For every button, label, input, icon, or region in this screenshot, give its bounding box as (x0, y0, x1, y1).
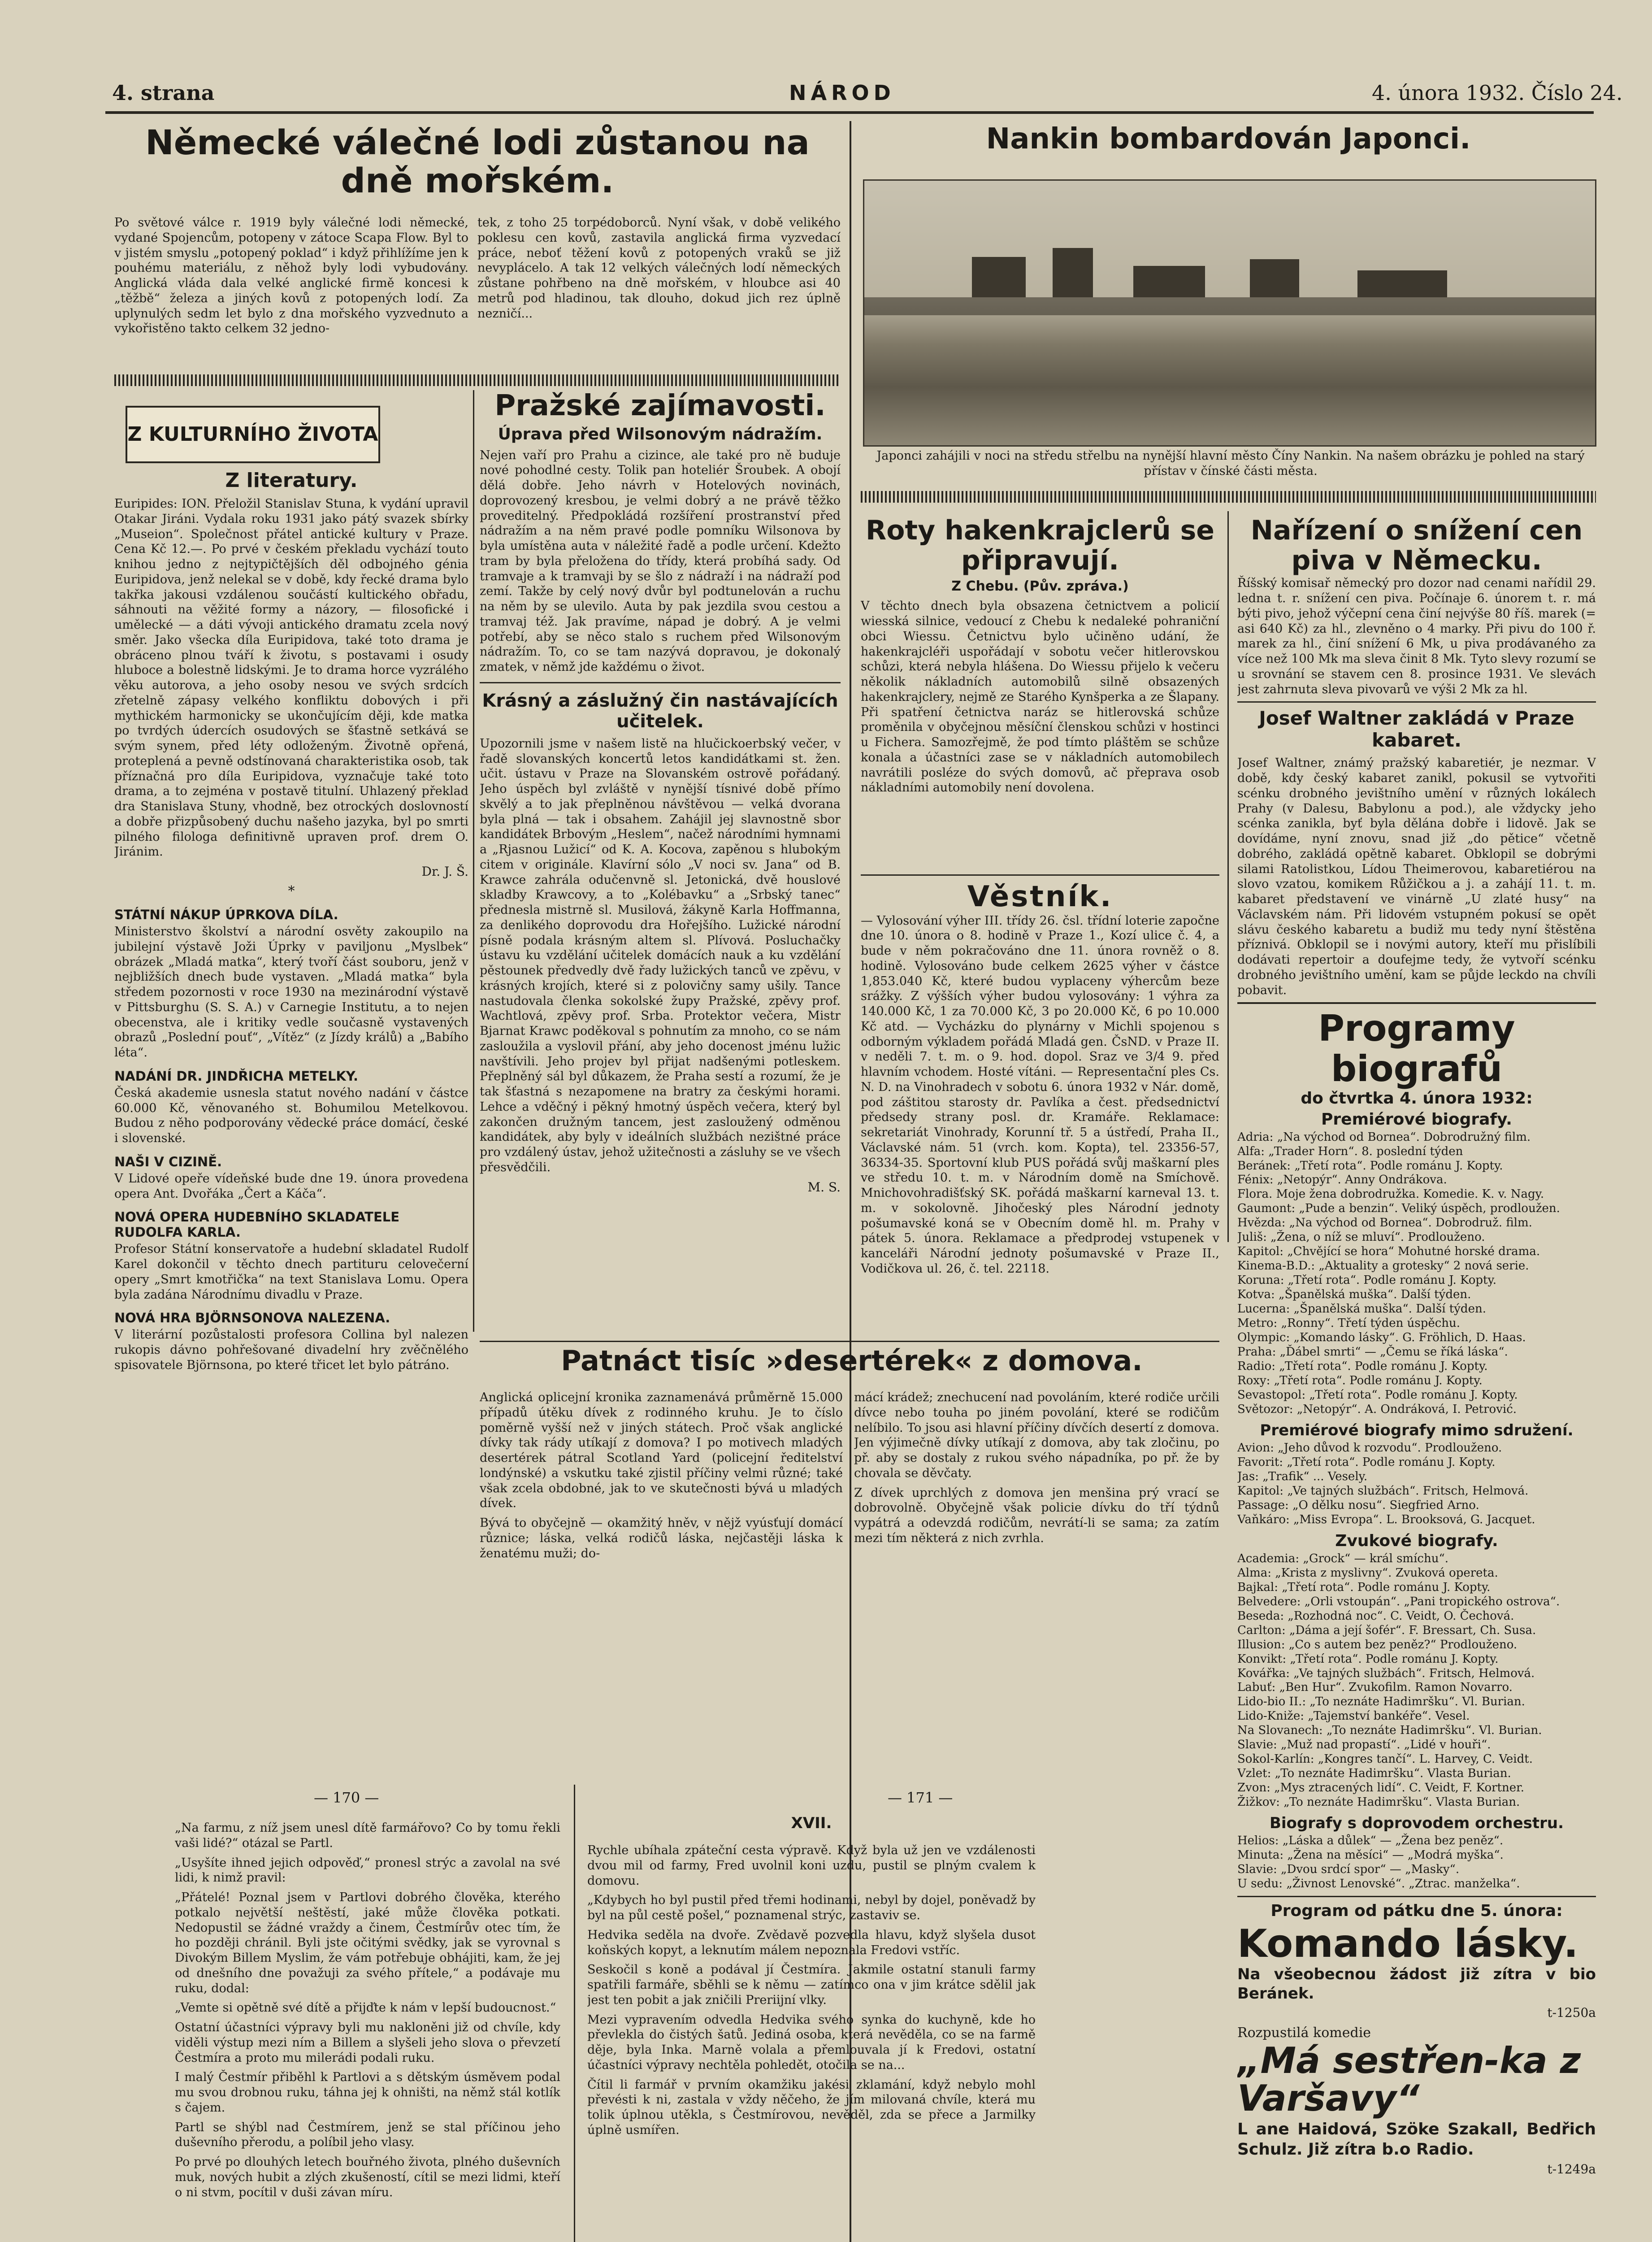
program-line: Beseda: „Rozhodná noc“. C. Veidt, O. Čechová. (1237, 1609, 1514, 1623)
prague-text: Nejen vaří pro Prahu a cizince, ale také pro ně buduje nové pohodlné cesty. Tolik pan hoteliér Šroubek. A obojí dělá dobře. Jeho návrh v Hotelových novinách, doprovozený kresbou, je velmi dobrý a ne právě těžko proveditelný. Předpokládá rozšíření prostranství před nádražím a na něm pravé podle pomníku Wilsonova by byla umístěna auta v náležité řadě a podle určení. Kdežto tram by byla přeložena do třídy, která probíhá sady. Od tramvaje a k tramvaji by se šlo z nádraží i na nádraží pod zemí. Takže by celý nový dvůr byl podtunelován a ruchu na něm by se ulevilo. Auta by pak jezdila svou cestou a tramvaj též. Jak pravíme, nápad je dobrý. A je velmi potřebí, aby se něco stalo s ruchem před Wilsonovým nádražím. To, co se tam nazývá dopravou, je dokonalý zmatek, v němž jde každému o život. (480, 448, 841, 674)
desert-text-1: Anglická oplicejní kronika zaznamenává průměrně 15.000 případů útěku dívek z rodinného kruhu. Je to číslo poměrně vyšší než v jiných státech. Proč však anglické dívky tak rády utíkají z domova? I po motivech mladých desertérek pátral Scotland Yard (policejní ředitelství londýnské) a vskutku také zjistil příčiny velmi různé; také však zcela obdobné, jak to ve skutečnosti bývá u mladých dívek. (480, 1390, 843, 1511)
rots-text: V těchto dnech byla obsazena četnictvem a policií wiesská silnice, vedoucí z Chebu k nedaleké pohraniční obci Wiessu. Četnictvu bylo učiněno udání, že hakenkrajcléři uspořádají v sobotu večer hitlerovskou schůzi, která nebyla hlášena. Do Wiessu přijelo k večeru několik nákladních automobilů silně obsazených hakenkrajclery, nejmě ze Starého Kynšperka a ze Šlapany. Při spatření četnictva naráz se hitlerovská schůze proměnila v obyčejnou měsíční členskou schůzi v hostinci u Fichera. Samozřejmě, že pod tímto pláštěm se schůze konala a účastníci zase se v nákladních automobilech navrátili posléze do svých domovů, ač přeprava osob nákladními automobily není dovolena. (861, 599, 1219, 795)
program-line: Lido-Kniže: „Tajemství bankéře“. Vesel. (1237, 1709, 1470, 1723)
ad-code-2: t-1249a (1547, 2161, 1596, 2177)
column-divider-2 (1227, 511, 1229, 1242)
outside-list (1237, 1441, 1596, 1527)
program-line: Olympic: „Komando lásky“. G. Fröhlich, D. Haas. (1237, 1331, 1526, 1345)
program-line: Konvikt: „Třetí rota“. Podle románu J. Kopty. (1237, 1652, 1499, 1666)
novel-paragraph: „Přátelé! Poznal jsem v Partlovi dobrého člověka, kterého potkalo největší neštěstí, jaké může člověka potkati. Nedopustil se žádné vraždy a činem, Čestmírův otec tím, že ho později chránil. Byli jste očitými svědky, jak se vyrovnal s Divokým Billem Myslim, že vám potřebuje obhájiti, kam, že jej od dnešního dne považuji za svého přítele,“ a podávaje mu ruku, dodal: (175, 1890, 560, 1995)
page-label: 4. strana (112, 81, 215, 105)
program-line: Slavie: „Muž nad propastí“. „Lidé v houři“. (1237, 1738, 1491, 1752)
program-line: Praha: „Ďábel smrti“ — „Čemu se říká láska“. (1237, 1345, 1508, 1359)
ad-intro: Program od pátku dne 5. února: (1270, 1902, 1563, 1920)
desert-top-rule (480, 1341, 1219, 1342)
novel-left (175, 1821, 560, 2242)
outside-title: Premiérové biografy mimo sdružení. (1260, 1421, 1574, 1439)
prague-column (480, 390, 841, 1323)
program-line: Juliš: „Žena, o níž se mluví“. Prodlouženo. (1237, 1230, 1485, 1244)
novel-paragraph: „Kdybych ho byl pustil před třemi hodinami, nebyl by dojel, poněvadž by byl na půl cestě pošel,“ poznamenal strýc, zastaviv se. (587, 1893, 1036, 1922)
desert-text-2: mácí krádež; znechucení nad povoláním, které rodiče určili dívce nebo touha po jiném povolání, které se rodičům nelíbilo. To jsou asi hlavní příčiny dívčích desertí z domova. Jen výjimečně dívky utíkají z domova, aby tak zločinu, po př. aby se dostaly z rukou svého nápadníka, po př. že by chovala se děvčaty. (854, 1390, 1219, 1480)
orch-title: Biografy s doprovodem orchestru. (1269, 1814, 1564, 1833)
program-line: Gaumont: „Pude a benzin“. Veliký úspěch, prodloužen. (1237, 1202, 1560, 1216)
program-line: Avion: „Jeho důvod k rozvodu“. Prodlouženo. (1237, 1441, 1502, 1455)
program-line: Kotva: „Španělská muška“. Další týden. (1237, 1288, 1471, 1302)
novel-divider (574, 1785, 575, 2242)
nankin-caption: Japonci zahájili v noci na středu střelbu na nynější hlavní město Číny Nankin. Na našem obrázku je pohled na starý přístav v čínské části města. (876, 449, 1585, 478)
rots-column (861, 516, 1219, 874)
war-headline: Německé válečné lodi zůstanou na dně mořském. (145, 123, 810, 201)
novel-paragraph: „Na farmu, z níž jsem unesl dítě farmářovo? Co by tomu řekli vaši lidé?“ otázal se Partl. (175, 1821, 560, 1850)
novel-paragraph: Rychle ubíhala zpáteční cesta výpravě. Když byla už jen ve vzdálenosti dvou mil od farmy, Fred uvolnil koni uzdu, pustil se plným cvalem k domovu. (587, 1843, 1036, 1888)
program-line: Vaňkáro: „Miss Evropa“. L. Brooksová, G. Jacquet. (1237, 1512, 1535, 1526)
program-line: Radio: „Třetí rota“. Podle románu J. Kopty. (1237, 1360, 1488, 1373)
novel-left-paragraphs (175, 1821, 560, 2200)
lit-title: Z literatury. (225, 469, 358, 492)
nankin-headline: Nankin bombardován Japonci. (986, 123, 1471, 156)
issue-date: 4. února 1932. Číslo 24. (1372, 81, 1623, 105)
ad-code-1: t-1250a (1547, 2005, 1596, 2020)
column-divider-1 (473, 390, 474, 1332)
header-rule (105, 111, 1594, 114)
program-line: Beránek: „Třetí rota“. Podle románu J. Kopty. (1237, 1159, 1503, 1173)
premiere-list (1237, 1130, 1596, 1417)
program-line: Helios: „Láska a důlek“ — „Žena bez peněz“. (1237, 1834, 1504, 1848)
novel-paragraph: Mezi vypravením odvedla Hedvika svého synka do kuchyně, kde ho převlekla do čistých šatů. Jediná osoba, která nevěděla, co se na farmě děje, byla Inka. Marně volala a přemlouvala jí k Fredovi, ostatní účastníci výpravy nechtěla pohledět, otočila se na... (587, 2012, 1036, 2072)
prague-subhead: Úprava před Wilsonovým nádražím. (498, 425, 823, 443)
program-line: Academia: „Grock“ — král smíchu“. (1237, 1551, 1449, 1565)
program-line: Metro: „Ronny“. Třetí týden úspěchu. (1237, 1317, 1461, 1330)
section-title-4: NOVÁ OPERA HUDEBNÍHO SKLADATELE RUDOLFA KARLA. (114, 1209, 400, 1240)
paper-title: NÁROD (789, 81, 895, 105)
program-line: Kapitol: „Ve tajných službách“. Fritsch, Helmová. (1237, 1484, 1529, 1498)
programs-date: do čtvrtka 4. února 1932: (1301, 1089, 1533, 1108)
ad-line2: Rozpustilá komedie (1237, 2025, 1371, 2041)
nankin-photo (863, 179, 1596, 447)
program-line: Hvězda: „Na východ od Bornea“. Dobrodruž. film. (1237, 1216, 1532, 1230)
war-text-2: tek, z toho 25 torpédoborců. Nyní však, v době velikého poklesu cen kovů, zastavila anglická firma vyzvedací práce, neboť těžení kovů z potopených vraků se již nevyplácelo. A tak 12 velkých válečných lodí německých zůstane pohřbeno na dně mořském, v hloubce asi 40 metrů pod hladinou, tak dlouho, dokud jich rez úplně nezničí... (477, 216, 841, 321)
desert-text-2b: Z dívek uprchlých z domova jen menšina prý vrací se dobrovolně. Obyčejně však policie dívku do tří týdnů vypátrá a odevzdá rodičům, nevrátí-li se sama; za zatím mezi tím některá z nich zvrhla. (854, 1486, 1219, 1545)
right-column (1237, 516, 1596, 2220)
section-text-3: V Lidové opeře vídeňské bude dne 19. února provedena opera Ant. Dvořáka „Čert a Káča“. (114, 1171, 468, 1201)
ad-line1: Na všeobecnou žádost již zítra v bio Beránek. (1237, 1965, 1596, 2003)
program-line: Alfa: „Trader Horn“. 8. poslední týden (1237, 1144, 1463, 1158)
program-line: Koruna: „Třetí rota“. Podle románu J. Kopty. (1237, 1273, 1497, 1287)
program-line: Světozor: „Netopýr“. A. Ondráková, I. Petrović. (1237, 1402, 1517, 1416)
lit-text: Euripides: ION. Přeložil Stanislav Stuna, k vydání upravil Otakar Jiráni. Vydala roku 1931 jako pátý svazek sbírky „Museion“. Společnost přátel antické kultury v Praze. Cena Kč 12.—. Po prvé v českém překladu vychází touto knihou jedno z nejtypičtějších děl odbojného génia Euripidova, jenž nelekal se v době, kdy řecké drama bylo takřka jakousi vzdálenou součástí kultického obřadu, sáhnouti na věžité formy a názory, — filosofické i umělecké — a dáti vývoji antického dramatu zcela nový směr. Jako všecka díla Euripidova, také toto drama je obráceno plnou tváří k životu, s postavami i osudy hluboce a bolestně lidskými. Je to drama horce vyzrálého věku autorova, a jeho osoby nesou ve svých srdcích zřetelně zápasy velkého konfliktu dobových i při mythickém harmonicky se ukončujícím ději, kde matka po tvrdých údercích osudových se šťastně setkává se svým synem, před léty odloženým. Životně opřená, proteplená a pevně odstínovaná charakteristika osob, tak příznačná pro díla Euripidova, vyznačuje také toto drama, a to zejména v postavě titulní. Uhlazený překlad dra Stanislava Stuny, vhodně, bez otrockých doslovností a dobře přizpůsobený duchu našeho jazyka, byl po smrti pilného filologa definitivně upraven prof. drem O. Jiránim. (114, 497, 468, 859)
programs-headline: Programy biografů (1318, 1008, 1515, 1090)
program-line: Minuta: „Žena na měsíci“ — „Modrá myška“. (1237, 1848, 1504, 1862)
lit-signature: Dr. J. Š. (421, 864, 468, 879)
ad-title: Komando lásky. (1237, 1921, 1578, 1967)
masthead (0, 0, 1652, 112)
page-number-170: — 170 — (314, 1789, 379, 1806)
novel-chapter: XVII. (791, 1814, 832, 1832)
nankin-caption-box (867, 448, 1594, 489)
program-line: Kapitol: „Chvějící se hora“ Mohutné horské drama. (1237, 1245, 1540, 1259)
program-line: Carlton: „Dáma a její šofér“. F. Bressart, Ch. Susa. (1237, 1623, 1536, 1637)
novel-paragraph: Čítil li farmář v prvním okamžiku jakési zklamání, když nebylo mohl převésti k ni, zastala v vždy něčeho, že jím milovaná chvíle, která mu tolik úplnou utěkla, s Čestmírovou, nevěděl, zda se přece a Jarmilky úplně usmířen. (587, 2077, 1036, 2137)
teachers-headline: Krásný a záslužný čin nastávajících učitelek. (482, 690, 838, 732)
section-separator-right (861, 491, 1596, 503)
novel-right-paragraphs (587, 1843, 1036, 2138)
sound-list (1237, 1552, 1596, 1810)
teachers-signature: M. S. (807, 1179, 841, 1195)
program-line: Labuť: „Ben Hur“. Zvukofilm. Ramon Novarro. (1237, 1681, 1513, 1695)
war-col1 (114, 215, 468, 377)
program-line: Žižkov: „To neznáte Hadimršku“. Vlasta Burian. (1237, 1795, 1520, 1809)
novel-paragraph: Hedvika seděla na dvoře. Zvědavě pozvedla hlavu, když slyšela dusot koňských kopyt, a leknutím málem nepoznala Fredovi vstříc. (587, 1928, 1036, 1957)
desert-text-1b: Bývá to obyčejně — okamžitý hněv, v nějž vyúsťují domácí různice; láska, velká rodičů láska, nejčastěji láska k ženatému muži; do- (480, 1516, 843, 1560)
beer-text: Říšský komisař německý pro dozor nad cenami nařídil 29. ledna t. r. snížení cen piva. Počínaje 6. únorem t. r. má býti pivo, jehož výčepní cena činí nejvýše 80 říš. marek (= asi 640 Kč) za hl., zlevněno o 4 marky. Při pivu do 100 ř. marek za hl., činí snížení 6 Mk, u piva prodávaného za více než 100 Mk ma sleva činit 8 Mk. Tyto slevy rozumí se u srovnání se stavem cen 8. prosince 1931. Ve slevách jest zahrnuta sleva pivovarů ve výši 2 Mk za hl. (1237, 576, 1596, 696)
desert-col1 (480, 1390, 843, 1628)
vestnik-column (861, 874, 1219, 1300)
ad-cast: L ane Haidová, Szöke Szakall, Bedřich Schulz. Již zítra b.o Radio. (1237, 2120, 1596, 2159)
program-line: Favorit: „Třetí rota“. Podle románu J. Kopty. (1237, 1455, 1496, 1469)
program-line: Lucerna: „Španělská muška“. Další týden. (1237, 1302, 1486, 1316)
program-line: Bajkal: „Třetí rota“. Podle románu J. Kopty. (1237, 1580, 1491, 1594)
rots-headline: Roty hakenkrajclerů se připravují. (866, 516, 1214, 577)
vestnik-text: — Vylosování výher III. třídy 26. čsl. třídní loterie započne dne 10. února o 8. hodině v Praze 1., Kozí ulice č. 4, a bude v něm pokračováno dne 11. února rovněž o 8. hodině. Vylosováno bude celkem 2625 výher v částce 1,853.040 Kč, které budou vyplaceny výhercům beze srážky. Z výšších výher budou vylosovány: 1 výhra za 140.000 Kč, 1 za 70.000 Kč, 3 po 20.000 Kč, 6 po 10.000 Kč atd. — Vycházku do plynárny v Michli spojenou s odborným výkladem pořádá Mladá gen. ČsND. v Praze II. v neděli 7. t. m. o 9. hod. dopol. Sraz ve 3/4 9. před hlavním vchodem. Hosté vítáni. — Representační ples Cs. N. D. na Vinohradech v sobotu 6. února 1932 v Nár. domě, pod záštitou starosty dr. Pavlíka a čest. předsednictví předsedy strany posl. dr. Kramáře. Reklamace: sekretariát Vinohrady, Korunní tř. 5 a ústředí, Praha II., Václavské nám. 51 (vrch. kom. Kopta), tel. 23356-57, 36334-35. Sportovní klub PUS pořádá svůj maškarní ples ve středu 10. t. m. v Národním domě na Smíchově. Mnichovohradišťský SK. pořádá maškarní karneval 13. t. m. v sokolovně. Jihočeský ples Národní jednoty pošumavské koná se v Obecním domě hl. m. Prahy v pátek 5. února. Reklamace a předprodej vstupenek v kanceláři Národní jednoty pošumavské v Praze II., Vodičkova ul. 26, č. tel. 22118. (861, 913, 1219, 1276)
program-line: Adria: „Na východ od Bornea“. Dobrodružný film. (1237, 1130, 1531, 1144)
novel-right (587, 1843, 1036, 2242)
novel-paragraph: Po prvé po dlouhých letech bouřného života, plného duševních muk, nových hubit a zlých zkušeností, cítil se mezi lidmi, kteří o ni stvm, pocítil v duši závan míru. (175, 2155, 560, 2199)
orch-list (1237, 1834, 1596, 1891)
novel-paragraph: „Usyšíte ihned jejich odpověď,“ pronesl strýc a zavolal na své lidi, k nimž pravil: (175, 1855, 560, 1885)
program-line: Slavie: „Dvou srdcí spor“ — „Masky“. (1237, 1863, 1460, 1877)
page-number-171: — 171 — (888, 1789, 953, 1806)
section-title-5: NOVÁ HRA BJÖRNSONOVA NALEZENA. (114, 1310, 390, 1326)
war-text-1: Po světové válce r. 1919 byly válečné lodi německé, vydané Spojencům, potopeny v zátoce Scapa Flow. Byl to v jistém smyslu „potopený poklad“ i když přihlížíme jen k pouhému materiálu, z něhož byly lodi vybudovány. Anglická vláda dala velké anglické firmě koncesi k „těžbě“ železa a jiných kovů z potopených lodí. Za uplynulých sedm let bylo z dna mořského vyzvednuto a vykořistěno takto celkem 32 jedno- (114, 216, 468, 336)
desert-headline: Patnáct tisíc »desertérek« z domova. (561, 1345, 1143, 1377)
program-line: Na Slovanech: „To neznáte Hadimršku“. Vl. Burian. (1237, 1724, 1542, 1738)
section-text-2: Česká akademie usnesla statut nového nadání v částce 60.000 Kč, věnovaného st. Bohumilou Metelkovou. Budou z něho podporovány vědecké práce domácí, české i slovenské. (114, 1086, 468, 1145)
section-title-1: STÁTNÍ NÁKUP ÚPRKOVA DÍLA. (114, 907, 338, 922)
premiere-title: Premiérové biografy. (1321, 1110, 1512, 1129)
program-line: Kinema-B.D.: „Aktuality a grotesky“ 2 nová serie. (1237, 1259, 1529, 1273)
program-line: Jas: „Trafik“ ... Vesely. (1237, 1469, 1368, 1483)
beer-headline: Nařízení o snížení cen piva v Německu. (1250, 516, 1583, 577)
section-text-4: Profesor Státní konservatoře a hudební skladatel Rudolf Karel dokončil v těchto dnech partituru celovečerní opery „Smrt kmotřička“ na text Stanislava Lomu. Opera byla zadána Národnímu divadlu v Praze. (114, 1242, 468, 1302)
novel-paragraph: I malý Čestmír přiběhl k Partlovi a s dětským úsměvem podal mu svou drobnou ruku, táhna jej k ohništi, na němž stál kotlík s čajem. (175, 2070, 560, 2115)
sound-title: Zvukové biografy. (1335, 1531, 1498, 1550)
war-col2 (477, 215, 841, 377)
section-text-1: Ministerstvo školství a národní osvěty zakoupilo na jubilejní výstavě Joži Úprky v paviljonu „Myslbek“ obrázek „Mladá matka“, který tvoří část souboru, jenž v nejbližších dnech bude vystaven. „Mladá matka“ byla středem pozornosti v roce 1930 na mezinárodní výstavě v Pittsburghu (S. S. A.) v Carnegie Institutu, a to nejen obecenstva, ale i kritiky vedle současně vystavených obrazů „Poslední pouť“, „Vítěz“ (z Jízdy králů) a „Babího léta“. (114, 925, 468, 1060)
novel-paragraph: Ostatní účastníci výpravy byli mu nakloněni již od chvíle, kdy viděli výstup mezi ním a Billem a slyšeli jeho slova o převzetí Čestmíra a proto mu milerádi podali ruku. (175, 2020, 560, 2065)
program-line: U sedu: „Živnost Lenovské“. „Ztrac. manželka“. (1237, 1877, 1520, 1891)
program-line: Fénix: „Netopýr“. Anny Ondrákova. (1237, 1173, 1447, 1187)
program-line: Flora. Moje žena dobrodružka. Komedie. K. v. Nagy. (1237, 1187, 1544, 1201)
section-text-5: V literární pozůstalosti profesora Collina byl nalezen rukopis dávno pohřešované divadelní hry zvěčnělého spisovatele Björnsona, po které třicet let bylo pátráno. (114, 1328, 468, 1372)
culture-column: Z literatury. Euripides: ION. Přeložil Stanislav Stuna, k vydání upravil Otakar Jiráni. Vydala roku 1931 jako pátý svazek sbírky „Museion“. Společnost přátel antické kultury v Praze. Cena Kč 12.—. Po prvé v českém překladu vychází touto knihou jedno z nejtypičtějších děl odbojného génia Euripidova, jenž nelekal se v době, kdy řecké drama bylo takřka jakousi vzdálenou součástí kultického obřadu, sáhnouti na věžité formy a názory, — filosofické i umělecké — a dáti vývoji antického dramatu zcela nový směr. Jako všecka díla Euripidova, také toto drama je obráceno plnou tváří k životu, s postavami i osudy hluboce a bolestně lidskými. Je to drama horce vyzrálého věku autorova, a jeho osoby nesou ve svých srdcích zřetelně zápasy velkého konfliktu dobových i při mythickém harmonicky se ukončujícím ději, kde matka po tvrdých údercích osudových se šťastně setkává se svým synem, před léty odloženým. Životně opřená, proteplená a pevně odstínovaná charakteristika osob, tak příznačná pro díla Euripidova, vyznačuje také toto drama, a to zejména v postavě titulní. Uhlazený překlad dra Stanislava Stuny, vhodně, bez otrockých doslovností a dobře přizpůsobený duchu našeho jazyka, byl po smrti pilného filologa definitivně upraven prof. drem O. Jiránim. Dr. J. Š. * STÁTNÍ NÁKUP ÚPRKOVA DÍLA. Ministerstvo školství a národní osvěty zakoupilo na jubilejní výstavě Joži Úprky v paviljonu „Myslbek“ obrázek „Mladá matka“, který tvoří část souboru, jenž v nejbližších dnech bude vystaven. „Mladá matka“ byla středem pozornosti v roce 1930 na mezinárodní výstavě v Pittsburghu (S. S. A.) v Carnegie Institutu, a to nejen obecenstva, ale i kritiky vedle současně vystavených obrazů „Poslední pouť“, „Vítěz“ (z Jízdy králů) a „Babího léta“. NADÁNÍ DR. JINDŘICHA METELKY. Česká akademie usnesla statut nového nadání v částce 60.000 Kč, věnovaného st. Bohumilou Metelkovou. Budou z něho podporovány vědecké práce domácí, české i slovenské. NAŠI V CIZINĚ. V Lidové opeře vídeňské bude dne 19. února provedena opera Ant. Dvořáka „Čert a Káča“. NOVÁ OPERA HUDEBNÍHO SKLADATELE RUDOLFA KARLA. Profesor Státní konservatoře a hudební skladatel Rudolf Karel dokončil v těchto dnech partituru celovečerní opery „Smrt kmotřička“ na text Stanislava Lomu. Opera byla zadána Národnímu divadlu v Praze. NOVÁ HRA BJÖRNSONOVA NALEZENA. V literární pozůstalosti profesora Collina byl nalezen rukopis dávno pohřešované divadelní hry zvěčnělého spisovatele Björnsona, po které třicet let bylo pátráno. (114, 469, 468, 1372)
culture-banner (126, 406, 380, 463)
desert-article (480, 1345, 1224, 1390)
program-line: Vzlet: „To neznáte Hadimršku“. Vlasta Burian. (1237, 1767, 1511, 1781)
novel-paragraph: „Vemte si opětně své dítě a přijďte k nám v lepší budoucnost.“ (175, 2001, 556, 2015)
teachers-text: Upozornili jsme v našem listě na hlučickoerbský večer, v řadě slovanských koncertů letos kandidátkami st. žen. učit. ústavu v Praze na Slovanském ostrově pořádaný. Jeho úspěch byl zvláště v nynější tísnivé době přímo skvělý a to jak přeplněnou návštěvou — velká dvorana byla plná — tak i obsahem. Zahájil jej slavnostně sbor kandidátek Brbovým „Heslem“, načež národními hymnami a „Rjasnou Lužicí“ od K. A. Kocova, zapěnou s hlubokým citem v originále. Klavírní sólo „V noci sv. Jana“ od B. Krawce zahrála odučenvně sl. Jetonická, dvě houslové skladby Krawcovy, a to „Kolébavku“ a „Srbský tanec“ přednesla mistrně sl. Musilová, žákyně Karla Hoffmanna, za denlikého doprovodu dra Hořejšího. Lužické národní písně podala krásným altem sl. Plívová. Posluchačky ústavu ku vzdělání učitelek domácích nauk a ku vzdělání pěstounek předvedly dvě řady lužických tanců ve zpěvu, v krásných krojích, které si z polovičny samy ušily. Tance nastudovala členka sokolské župy Pražské, zpěvy prof. Wachtlová, zpěvy prof. Srba. Protektor večera, Mistr Bjarnat Krawc poděkoval s pohnutím za mnoho, co se nám zasloužila a vyslovil přání, aby jeho docenost jménu lužic navštívili. Jeho projev byl přijat nadšenými potleskem. Přeplněný sál byl důkazem, že Praha sestí a rozumí, že je tak šťastná s nezapomene na bratry za českými horami. Lehce a vděčný i pěkný hmotný úspěch večera, který byl zakončen družným tancem, jest zasloužený odměnou kandidátek, aby byly v ideálních službách nezištné práce pro vzdálený ústav, jehož užitečnosti a zásluhy se ve všech přesvědčili. (480, 736, 841, 1174)
program-line: Passage: „O dělku nosu“. Siegfried Arno. (1237, 1498, 1479, 1512)
nankin-article (861, 123, 1596, 177)
waltner-text: Josef Waltner, známý pražský kabaretiér, je nezmar. V době, kdy český kabaret zanikl, pokusil se vytvořiti scénku drobného jevištního umění v různých lokálech Prahy (v Dalesu, Babylonu a pod.), ale vždycky jeho scénka zanikla, byť byla dělána dobře i lidově. Jak se dovídáme, nyní znovu, snad již „do pětice“ včetně dobrého, zakládá opětně kabaret. Obklopil se dobrými silami Ratolistkou, Lídou Theimerovou, kabaretiérou na slovo vzatou, komikem Růžičkou a j. a zahájí 11. t. m. kabaret představení ve vinárně „U zlaté husy“ na Václavském nám. Při lidovém vstupném pokusí se opět slávu českého kabaretu a budiž mu tedy nyní štěstěna příznivá. Obklopil se i novými autory, kteří mu přislíbili dodávati repertoir a doufejme tedy, že vytvoří scénku drobného jevištního umění, kam se půjde leckdo na chvíli pobavit. (1237, 756, 1596, 997)
novel-paragraph: Partl se shýbl nad Čestmírem, jenž se stal příčinou jeho duševního přerodu, a políbil jeho vlasy. (175, 2120, 560, 2150)
section-title-2: NADÁNÍ DR. JINDŘICHA METELKY. (114, 1068, 359, 1084)
program-line: Lido-bio II.: „To neznáte Hadimršku“. Vl. Burian. (1237, 1695, 1525, 1709)
program-line: Alma: „Krista z myslivny“. Zvuková opereta. (1237, 1566, 1498, 1580)
program-line: Illusion: „Co s autem bez peněz?“ Prodlouženo. (1237, 1638, 1518, 1651)
culture-banner-text: Z KULTURNÍHO ŽIVOTA (127, 423, 378, 446)
prague-headline: Pražské zajímavosti. (494, 390, 826, 422)
waltner-headline: Josef Waltner zakládá v Praze kabaret. (1259, 707, 1574, 752)
program-line: Belvedere: „Orli vstoupán“. „Pani tropického ostrova“. (1237, 1595, 1560, 1608)
novel-paragraph: Seskočil s koně a podával jí Čestmíra. Jakmile ostatní stanuli farmy spatřili farmáře, sběhli se k němu — zatímco ona v jim krátce sdělil jak jest ten pobit a jak zničili Preriijní vlky. (587, 1963, 1036, 2007)
vestnik-headline: Věstník. (967, 880, 1113, 913)
program-line: Kovářka: „Ve tajných službách“. Fritsch, Helmová. (1237, 1666, 1535, 1680)
program-line: Roxy: „Třetí rota“. Podle románu J. Kopty. (1237, 1374, 1483, 1388)
rots-dateline: Z Chebu. (Pův. zpráva.) (951, 578, 1129, 595)
section-title-3: NAŠI V CIZINĚ. (114, 1154, 222, 1169)
ad-big-title: „Má sestřen-ka z Varšavy“ (1237, 2039, 1581, 2119)
desert-col2 (854, 1390, 1219, 1628)
program-line: Zvon: „Mys ztracených lidí“. C. Veidt, F. Kortner. (1237, 1781, 1524, 1795)
program-line: Sevastopol: „Třetí rota“. Podle románu J. Kopty. (1237, 1388, 1518, 1402)
section-separator (114, 374, 841, 386)
program-line: Sokol-Karlín: „Kongres tančí“. L. Harvey, C. Veidt. (1237, 1752, 1533, 1766)
